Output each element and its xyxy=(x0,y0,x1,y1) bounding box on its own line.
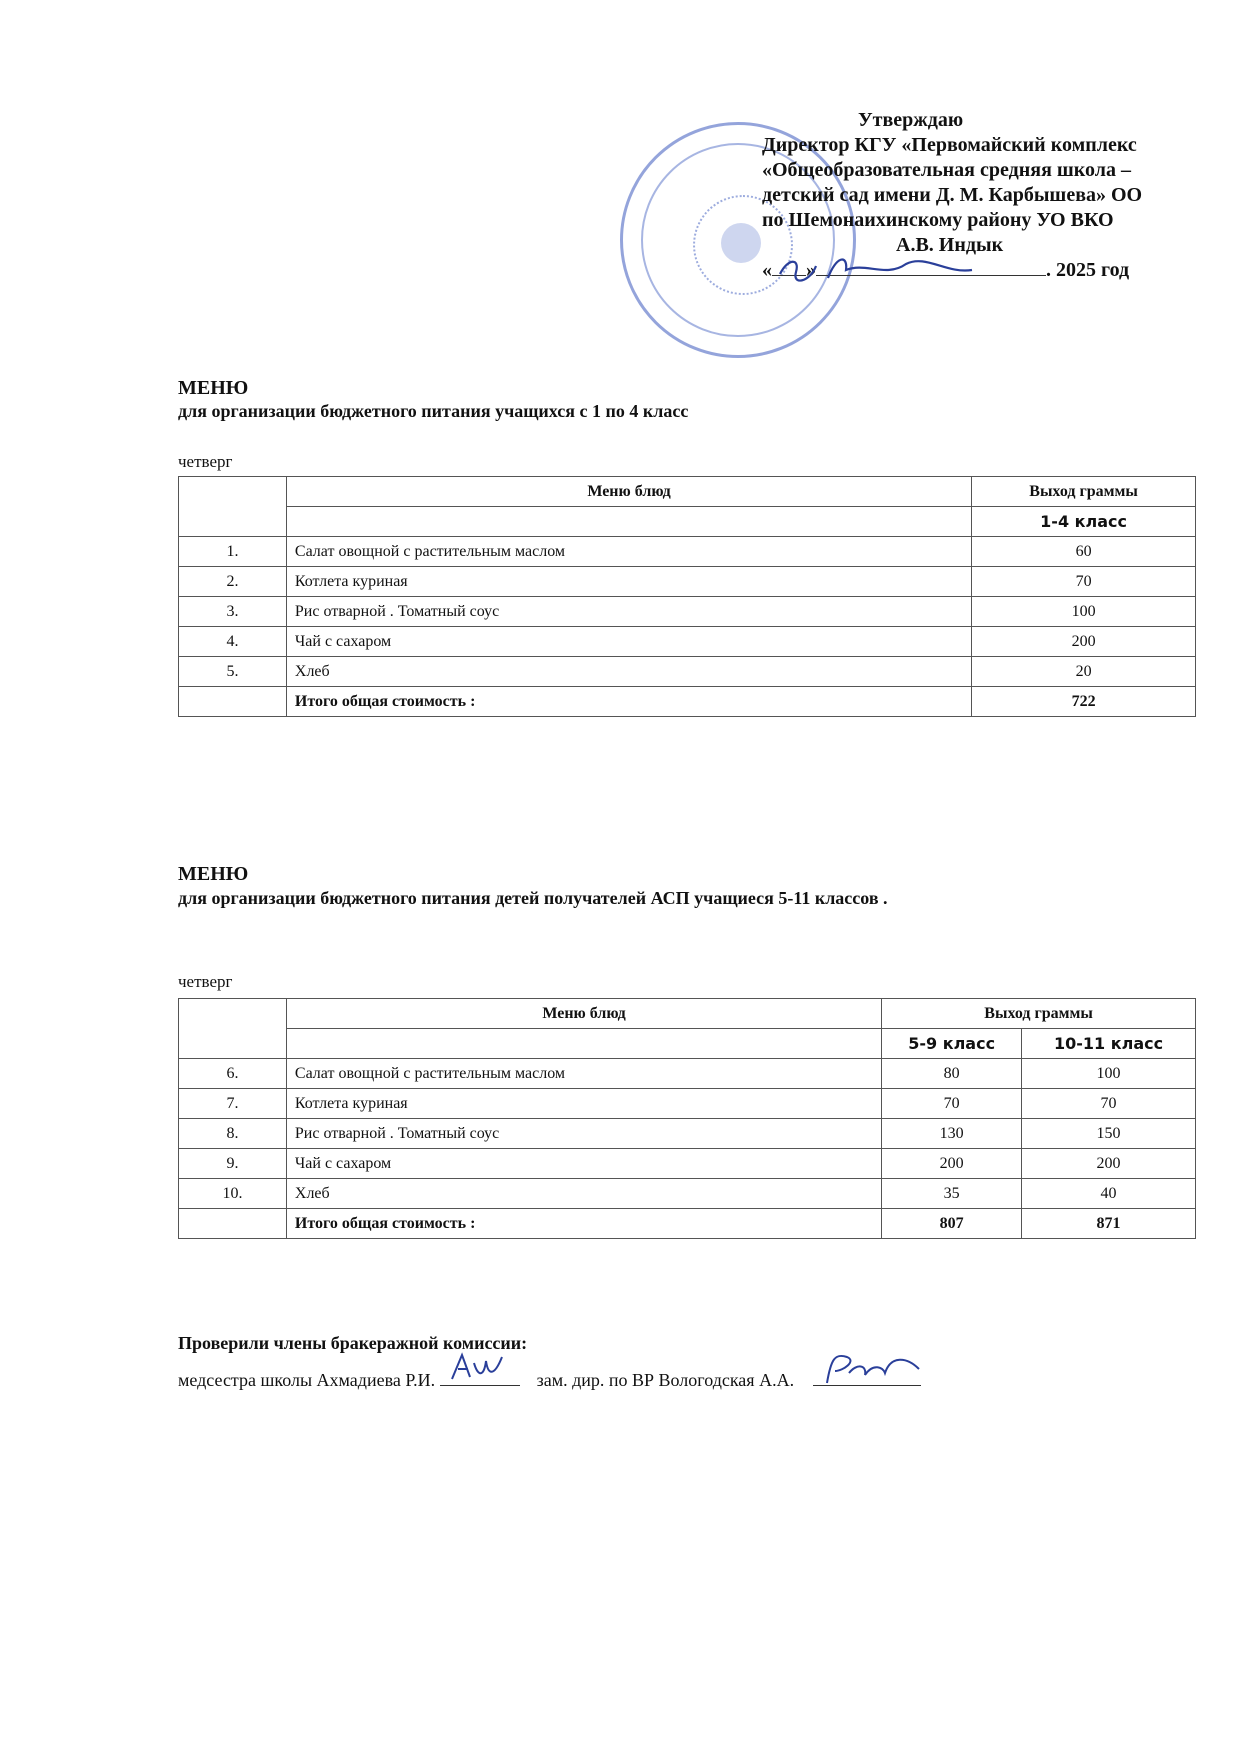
dish-name: Чай с сахаром xyxy=(286,1149,881,1179)
menu1-total-value: 722 xyxy=(972,687,1196,717)
menu1-table xyxy=(178,476,1196,717)
menu1-subtitle: для организации бюджетного питания учащихся с 1 по 4 класс xyxy=(178,401,689,421)
dish-name: Салат овощной с растительным маслом xyxy=(286,537,971,567)
dish-name: Хлеб xyxy=(286,1179,881,1209)
menu1-total-num xyxy=(179,687,287,717)
menu2-total2-value: 871 xyxy=(1022,1209,1196,1239)
commission-signers xyxy=(178,1370,921,1391)
menu2-dish-header-blank xyxy=(286,1029,881,1059)
menu1-day: четверг xyxy=(178,452,233,471)
deputy-name: зам. дир. по ВР Вологодская А.А. xyxy=(536,1370,795,1390)
dish-output-5-9: 130 xyxy=(882,1119,1022,1149)
dish-name: Рис отварной . Томатный соус xyxy=(286,597,971,627)
menu2-subtitle: для организации бюджетного питания детей получателей АСП учащиеся 5-11 классов . xyxy=(178,888,888,908)
dish-name: Хлеб xyxy=(286,657,971,687)
dish-output-5-9: 70 xyxy=(882,1089,1022,1119)
dish-name: Котлета куриная xyxy=(286,567,971,597)
dish-output: 200 xyxy=(972,627,1196,657)
handwritten-date-signature xyxy=(776,248,976,290)
dish-name: Чай с сахаром xyxy=(286,627,971,657)
menu2-table xyxy=(178,998,1196,1239)
menu2-row xyxy=(179,1119,1196,1149)
menu2-day: четверг xyxy=(178,972,233,991)
approval-school-line1: «Общеобразовательная средняя школа – xyxy=(762,159,1131,181)
dish-output-10-11: 150 xyxy=(1022,1119,1196,1149)
dish-output-10-11: 100 xyxy=(1022,1059,1196,1089)
menu2-row xyxy=(179,1059,1196,1089)
dish-output-10-11: 200 xyxy=(1022,1149,1196,1179)
dish-output: 60 xyxy=(972,537,1196,567)
dish-output: 70 xyxy=(972,567,1196,597)
menu1-row xyxy=(179,567,1196,597)
menu2-row xyxy=(179,1089,1196,1119)
menu1-row xyxy=(179,597,1196,627)
approval-district: по Шемонаихинскому району УО ВКО xyxy=(762,209,1114,231)
row-number: 7. xyxy=(179,1089,287,1119)
approval-signer-name: А.В. Индык xyxy=(896,234,1004,256)
approval-director: Директор КГУ «Первомайский комплекс xyxy=(762,134,1137,156)
menu2-total1-value: 807 xyxy=(882,1209,1022,1239)
date-close-quote: » xyxy=(806,259,816,281)
state-emblem-icon xyxy=(721,223,761,263)
row-number: 8. xyxy=(179,1119,287,1149)
dish-output-5-9: 35 xyxy=(882,1179,1022,1209)
menu2-total-label: Итого общая стоимость : xyxy=(286,1209,881,1239)
menu2-num-header xyxy=(179,999,287,1059)
row-number: 10. xyxy=(179,1179,287,1209)
row-number: 6. xyxy=(179,1059,287,1089)
menu1-title: МЕНЮ xyxy=(178,377,249,399)
menu2-row xyxy=(179,1149,1196,1179)
menu2-class2-header: 10-11 класс xyxy=(1022,1029,1196,1059)
dish-output-10-11: 70 xyxy=(1022,1089,1196,1119)
menu2-row xyxy=(179,1179,1196,1209)
menu1-output-header: Выход граммы xyxy=(972,477,1196,507)
commission-title: Проверили члены бракеражной комиссии: xyxy=(178,1333,528,1353)
row-number: 9. xyxy=(179,1149,287,1179)
menu2-title: МЕНЮ xyxy=(178,863,249,885)
row-number: 5. xyxy=(179,657,287,687)
row-number: 4. xyxy=(179,627,287,657)
menu1-row xyxy=(179,657,1196,687)
dish-name: Салат овощной с растительным маслом xyxy=(286,1059,881,1089)
menu1-total-label: Итого общая стоимость : xyxy=(286,687,971,717)
row-number: 1. xyxy=(179,537,287,567)
dish-output-5-9: 200 xyxy=(882,1149,1022,1179)
dish-output-10-11: 40 xyxy=(1022,1179,1196,1209)
row-number: 2. xyxy=(179,567,287,597)
date-open-quote: « xyxy=(762,259,772,281)
dish-name: Рис отварной . Томатный соус xyxy=(286,1119,881,1149)
menu1-row xyxy=(179,537,1196,567)
nurse-signature xyxy=(448,1349,508,1383)
menu2-total-num xyxy=(179,1209,287,1239)
menu2-dish-header: Меню блюд xyxy=(286,999,881,1029)
deputy-signature-line xyxy=(813,1371,921,1386)
date-year: . 2025 год xyxy=(1046,259,1130,281)
deputy-signature xyxy=(821,1349,925,1387)
menu2-class1-header: 5-9 класс xyxy=(882,1029,1022,1059)
dish-name: Котлета куриная xyxy=(286,1089,881,1119)
menu2-output-header: Выход граммы xyxy=(882,999,1196,1029)
nurse-name: медсестра школы Ахмадиева Р.И. xyxy=(178,1370,436,1390)
menu1-class-header: 1-4 класс xyxy=(972,507,1196,537)
nurse-signature-line xyxy=(440,1371,520,1386)
dish-output: 20 xyxy=(972,657,1196,687)
menu1-row xyxy=(179,627,1196,657)
approval-school-line2: детский сад имени Д. М. Карбышева» ОО xyxy=(762,184,1143,206)
dish-output-5-9: 80 xyxy=(882,1059,1022,1089)
menu1-dish-header: Меню блюд xyxy=(286,477,971,507)
approval-title: Утверждаю xyxy=(858,109,964,131)
row-number: 3. xyxy=(179,597,287,627)
menu1-num-header xyxy=(179,477,287,537)
menu1-dish-header-blank xyxy=(286,507,971,537)
dish-output: 100 xyxy=(972,597,1196,627)
